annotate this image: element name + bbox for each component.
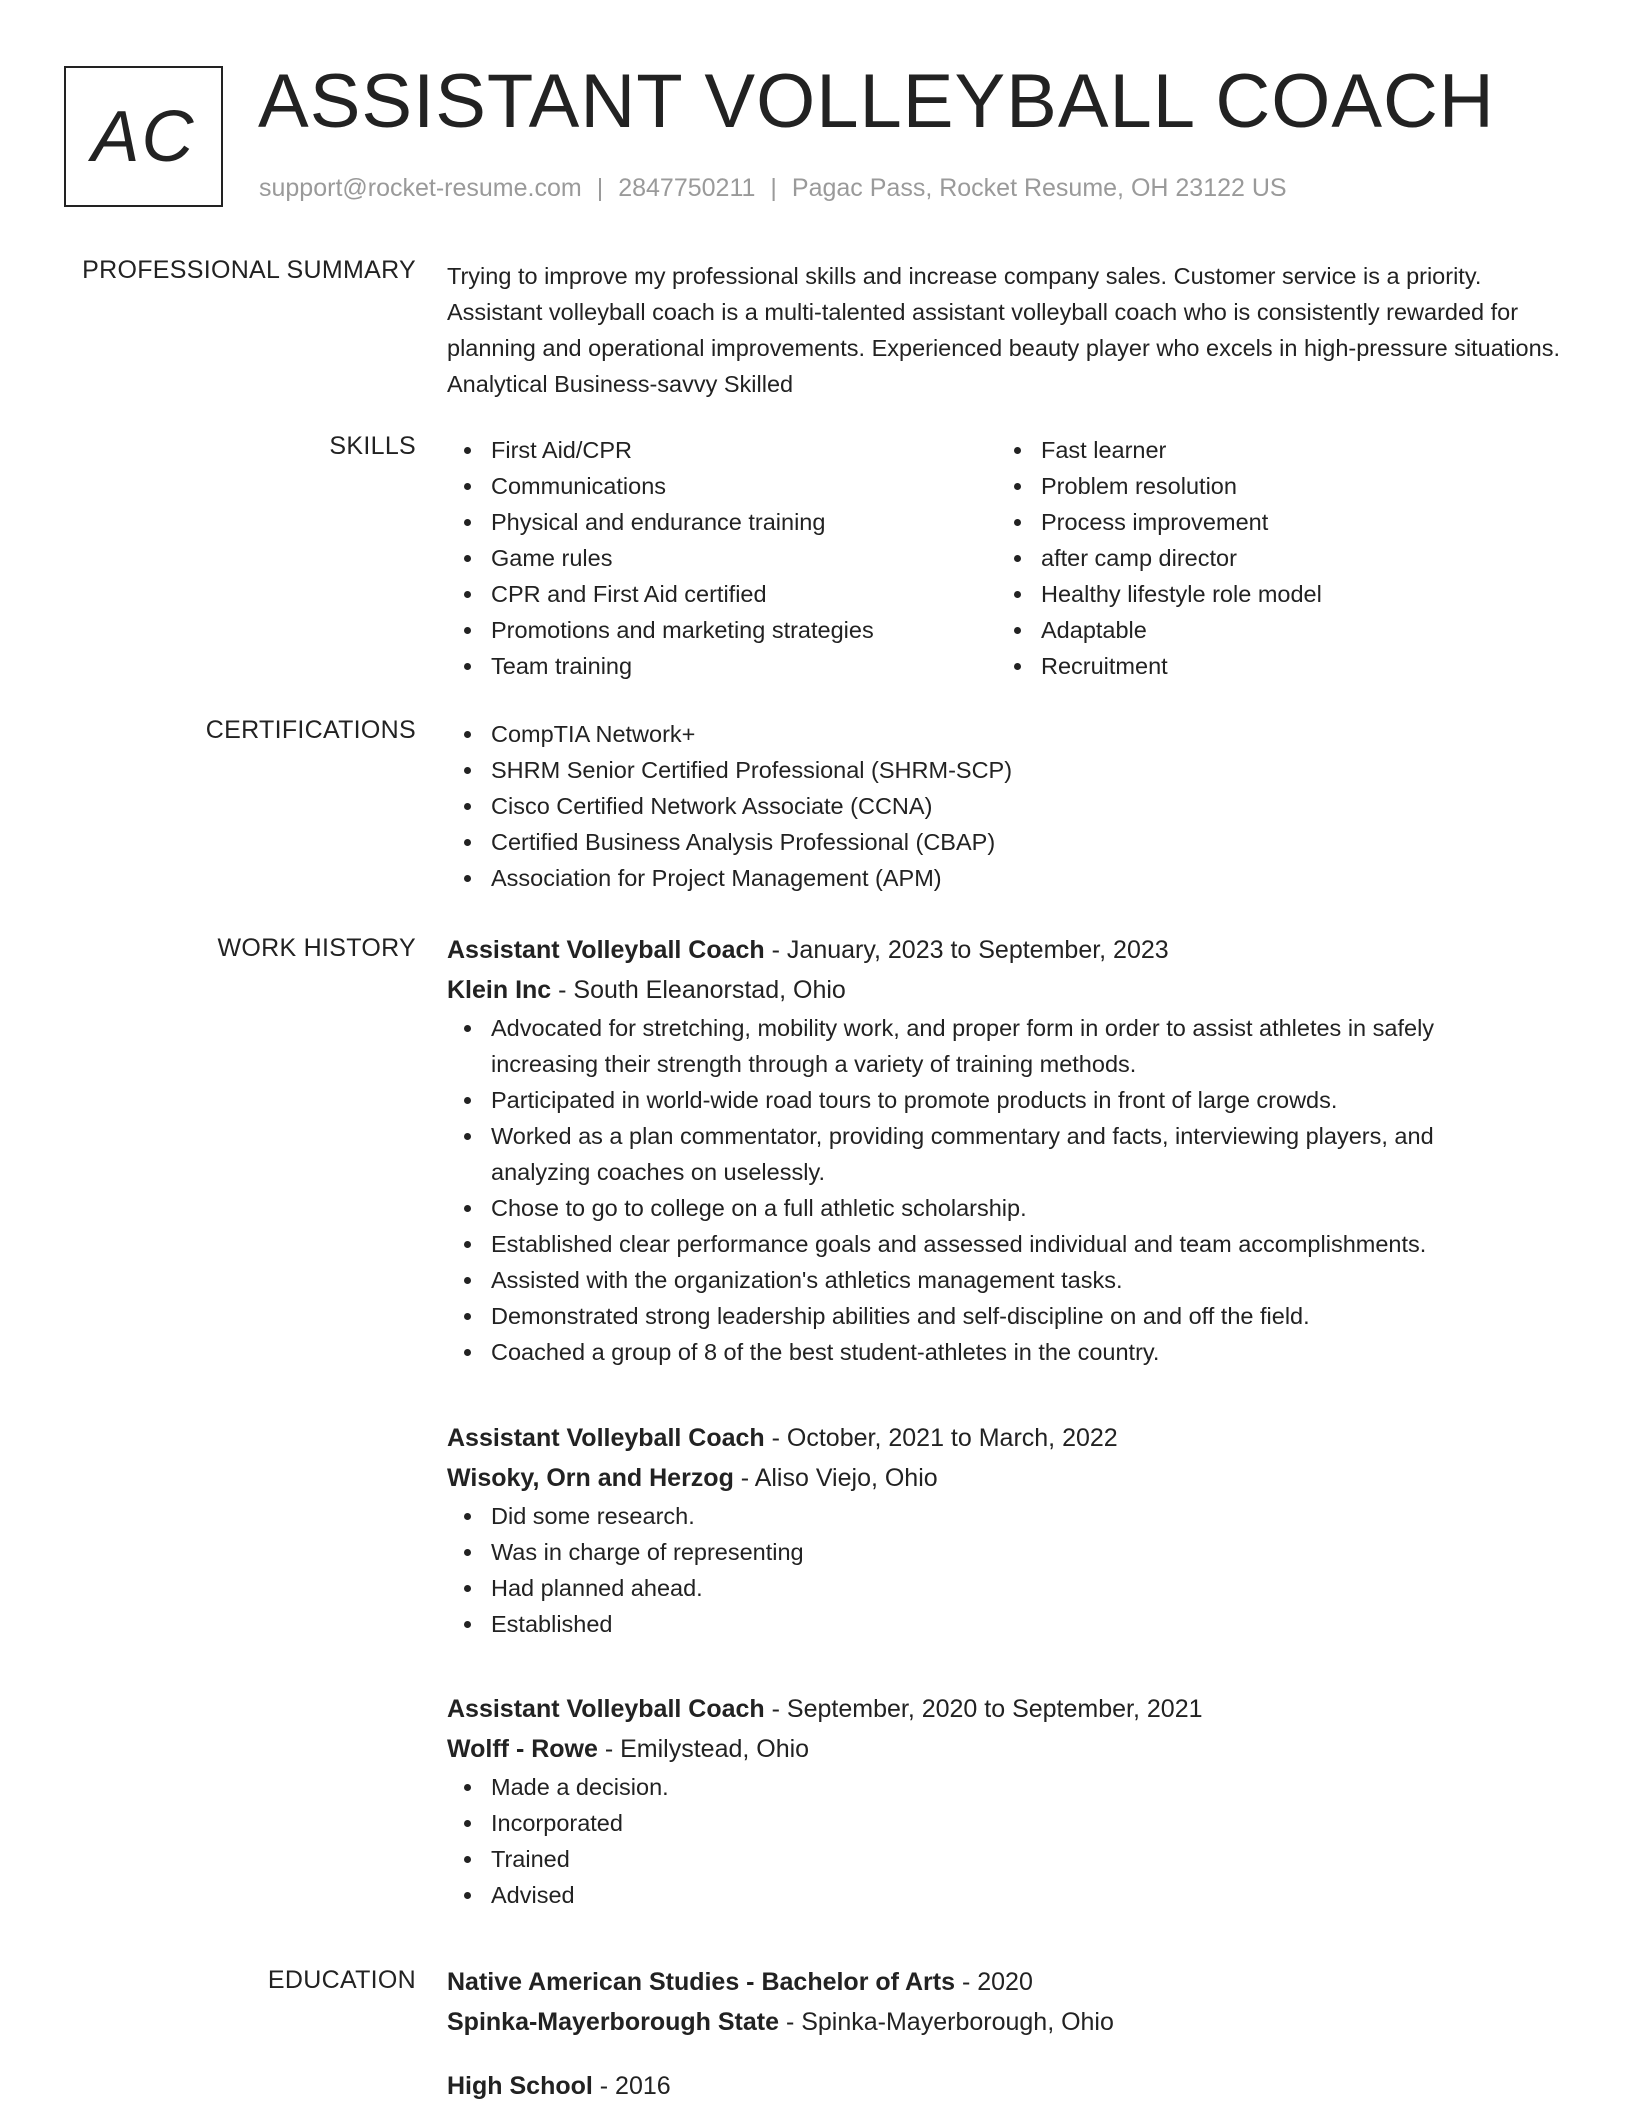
job-bullet: Advised — [447, 1877, 1567, 1913]
section-label-skills: SKILLS — [329, 432, 416, 460]
job-location: - South Eleanorstad, Ohio — [551, 976, 846, 1004]
monogram-badge: AC — [64, 66, 223, 207]
job-bullet: Coached a group of 8 of the best student-athletes in the country. — [447, 1334, 1567, 1370]
education-entry — [447, 2066, 1567, 2106]
certification-item: SHRM Senior Certified Professional (SHRM-SCP) — [447, 752, 1567, 788]
job-bullet: Chose to go to college on a full athletic scholarship. — [447, 1190, 1567, 1226]
education-entry — [447, 1962, 1567, 2042]
contact-phone: 2847750211 — [618, 174, 756, 202]
skill-item: after camp director — [997, 540, 1547, 576]
certification-item: Certified Business Analysis Professional (CBAP) — [447, 824, 1567, 860]
job-bullet: Assisted with the organization's athletics management tasks. — [447, 1262, 1567, 1298]
certification-item: Association for Project Management (APM) — [447, 860, 1567, 896]
education-degree-line — [447, 2066, 1567, 2106]
job-bullet: Established clear performance goals and assessed individual and team accomplishments. — [447, 1226, 1567, 1262]
education-year: - 2020 — [955, 1968, 1033, 1996]
job-bullet: Demonstrated strong leadership abilities and self-discipline on and off the field. — [447, 1298, 1567, 1334]
job-entry — [447, 930, 1567, 1370]
job-title: Assistant Volleyball Coach — [447, 936, 765, 964]
education-degree: Native American Studies - Bachelor of Arts — [447, 1968, 956, 1996]
skill-item: Communications — [447, 468, 997, 504]
skill-item: Process improvement — [997, 504, 1547, 540]
job-entry — [447, 1418, 1567, 1642]
skill-item: Promotions and marketing strategies — [447, 612, 997, 648]
certifications-body — [447, 716, 1567, 896]
job-bullet: Trained — [447, 1841, 1567, 1877]
job-company: Klein Inc — [447, 976, 552, 1004]
skill-item: Adaptable — [997, 612, 1547, 648]
job-bullet: Established — [447, 1606, 1567, 1642]
job-location: - Aliso Viejo, Ohio — [733, 1464, 938, 1492]
job-bullet: Was in charge of representing — [447, 1534, 1567, 1570]
job-bullets — [447, 1498, 1567, 1642]
skill-item: Physical and endurance training — [447, 504, 997, 540]
page-title: ASSISTANT VOLLEYBALL COACH — [258, 59, 1495, 144]
job-bullet: Incorporated — [447, 1805, 1567, 1841]
job-title: Assistant Volleyball Coach — [447, 1695, 765, 1723]
skill-item: Game rules — [447, 540, 997, 576]
contact-separator: | — [596, 174, 604, 202]
section-label-education: EDUCATION — [267, 1966, 416, 1994]
job-company-line — [447, 970, 1567, 1010]
certification-item: Cisco Certified Network Associate (CCNA) — [447, 788, 1567, 824]
skills-column-2 — [997, 432, 1547, 684]
skills-column-1 — [447, 432, 997, 684]
skills-body — [447, 432, 1567, 684]
job-dates: - September, 2020 to September, 2021 — [764, 1695, 1203, 1723]
section-label-certifications: CERTIFICATIONS — [205, 716, 416, 744]
job-title-line — [447, 1689, 1567, 1729]
job-company: Wisoky, Orn and Herzog — [447, 1464, 734, 1492]
job-bullets — [447, 1010, 1567, 1370]
contact-line — [259, 174, 1287, 203]
job-entry — [447, 1689, 1567, 1913]
skill-item: Problem resolution — [997, 468, 1547, 504]
skill-item: CPR and First Aid certified — [447, 576, 997, 612]
job-dates: - January, 2023 to September, 2023 — [764, 936, 1169, 964]
section-label-summary: PROFESSIONAL SUMMARY — [82, 256, 416, 284]
job-company-line — [447, 1729, 1567, 1769]
education-location: - Spinka-Mayerborough, Ohio — [779, 2008, 1114, 2036]
job-company-line — [447, 1458, 1567, 1498]
job-bullet: Worked as a plan commentator, providing commentary and facts, interviewing players, and analyzing coaches on uselessly. — [447, 1118, 1531, 1190]
education-school: Spinka-Mayerborough State — [447, 2008, 779, 2036]
job-location: - Emilystead, Ohio — [597, 1735, 810, 1763]
contact-address: Pagac Pass, Rocket Resume, OH 23122 US — [791, 174, 1287, 202]
job-dates: - October, 2021 to March, 2022 — [764, 1424, 1118, 1452]
skill-item: Healthy lifestyle role model — [997, 576, 1547, 612]
certification-item: CompTIA Network+ — [447, 716, 1567, 752]
job-title: Assistant Volleyball Coach — [447, 1424, 765, 1452]
skill-item: Fast learner — [997, 432, 1547, 468]
skill-item: Recruitment — [997, 648, 1547, 684]
job-bullet: Did some research. — [447, 1498, 1567, 1534]
resume-header — [64, 59, 1592, 210]
education-year: - 2016 — [592, 2072, 671, 2100]
job-title-line — [447, 930, 1567, 970]
education-degree: High School — [447, 2072, 593, 2100]
skill-item: First Aid/CPR — [447, 432, 997, 468]
job-bullet: Participated in world-wide road tours to promote products in front of large crowds. — [447, 1082, 1567, 1118]
contact-email: support@rocket-resume.com — [259, 174, 582, 202]
job-company: Wolff - Rowe — [447, 1735, 598, 1763]
job-title-line — [447, 1418, 1567, 1458]
summary-text: Trying to improve my professional skills and increase company sales. Customer service is a priority. Assistant volleyball coach is a multi-talented assistant volleyball coach who is consistently rewarded for planning and operational improvements. Experienced beauty player who excels in high-pressure situations. Analytical Business-savvy Skilled — [447, 263, 1560, 397]
education-school-line — [447, 2002, 1567, 2042]
job-bullet: Had planned ahead. — [447, 1570, 1567, 1606]
education-degree-line — [447, 1962, 1567, 2002]
job-bullet: Made a decision. — [447, 1769, 1567, 1805]
job-bullet: Advocated for stretching, mobility work, and proper form in order to assist athletes in safely increasing their strength through a variety of training methods. — [447, 1010, 1531, 1082]
skill-item: Team training — [447, 648, 997, 684]
contact-separator: | — [770, 174, 777, 202]
section-label-work-history: WORK HISTORY — [217, 934, 416, 962]
job-bullets — [447, 1769, 1567, 1913]
